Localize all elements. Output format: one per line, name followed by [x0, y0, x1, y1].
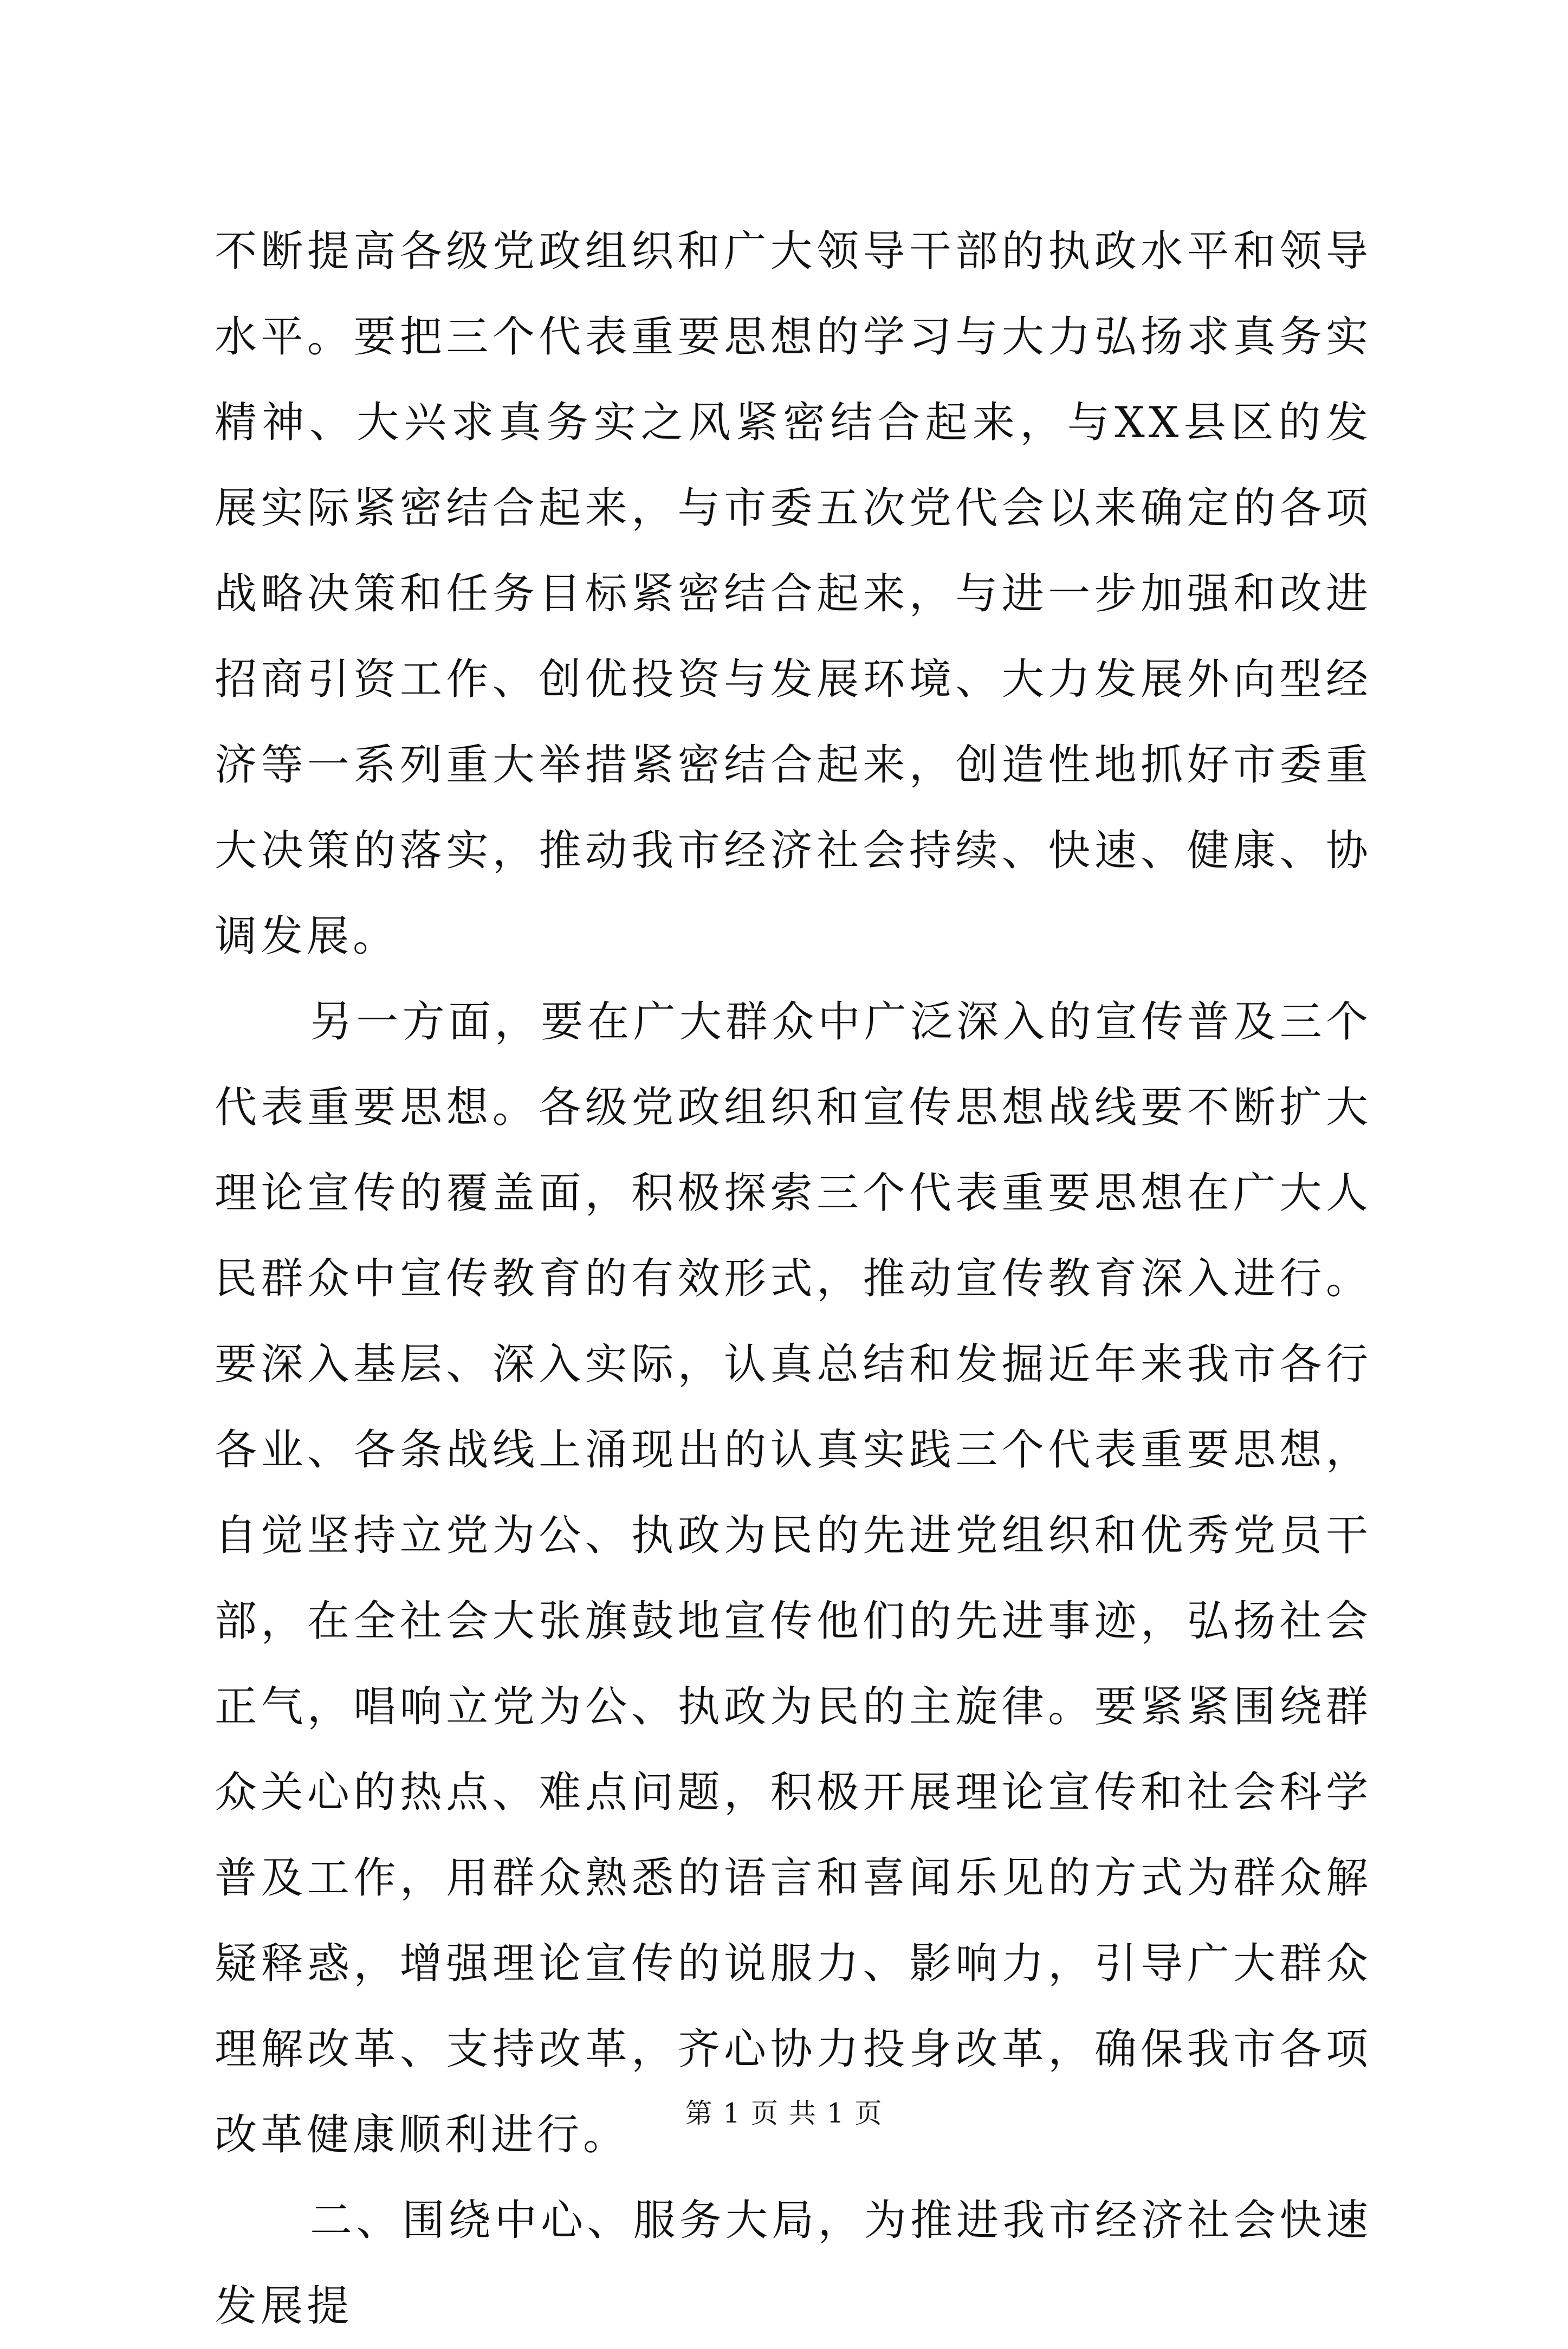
paragraph-continued: 不断提高各级党政组织和广大领导干部的执政水平和领导水平。要把三个代表重要思想的学习与大力弘扬求真务实精神、大兴求真务实之风紧密结合起来，与XX县区的发展实际紧密结合起来，与市委五次党代会以来确定的各项战略决策和任务目标紧密结合起来，与进一步加强和改进招商引资工作、创优投资与发展环境、大力发展外向型经济等一系列重大举措紧密结合起来，创造性地抓好市委重大决策的落实，推动我市经济社会持续、快速、健康、协调发展。 [215, 227, 1372, 961]
section-heading-two: 二、围绕中心、服务大局，为推进我市经济社会快速发展提 [215, 2196, 1372, 2331]
document-body [215, 209, 1372, 2349]
paragraph-publicity: 另一方面，要在广大群众中广泛深入的宣传普及三个代表重要思想。各级党政组织和宣传思想战线要不断扩大理论宣传的覆盖面，积极探索三个代表重要思想在广大人民群众中宣传教育的有效形式，推动宣传教育深入进行。要深入基层、深入实际，认真总结和发掘近年来我市各行各业、各条战线上涌现出的认真实践三个代表重要思想，自觉坚持立党为公、执政为民的先进党组织和优秀党员干部，在全社会大张旗鼓地宣传他们的先进事迹，弘扬社会正气，唱响立党为公、执政为民的主旋律。要紧紧围绕群众关心的热点、难点问题，积极开展理论宣传和社会科学普及工作，用群众熟悉的语言和喜闻乐见的方式为群众解疑释惑，增强理论宣传的说服力、影响力，引导广大群众理解改革、支持改革，齐心协力投身改革，确保我市各项改革健康顺利进行。 [215, 998, 1372, 2159]
page-footer: 第 1 页 共 1 页 [685, 2098, 883, 2129]
